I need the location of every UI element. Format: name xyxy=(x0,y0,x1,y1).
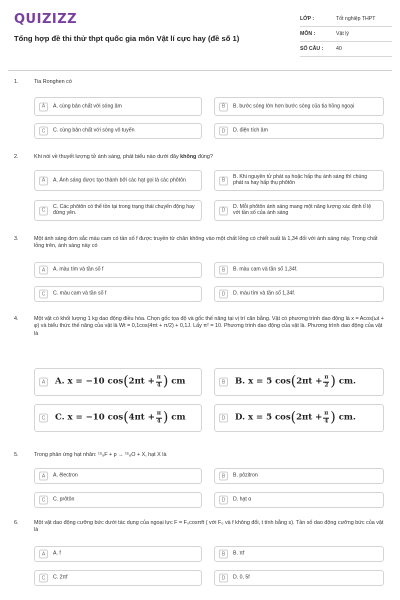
option-c[interactable] xyxy=(34,570,202,586)
option-text: D. màu tím và tần số 1,34f. xyxy=(233,290,296,297)
option-label: B. xyxy=(235,376,246,387)
option-text: B. màu cam và tần số 1,34f. xyxy=(233,266,298,273)
option-letter: B xyxy=(219,266,228,275)
question-text: Một vật có khối lượng 1 kg dao động điều hòa. Chọn gốc tọa độ và gốc thế năng tại vị trí cân bằng. Vật có phương trình dao động là x = Acos(ωt + φ) và biểu thức thế năng của vật là Wt = 0,1cos(4πt + π/2) + 0,1J. Lấy π² = 10. Phương trình dao động của vật là. Phương trình dao động của vật là xyxy=(34,316,384,337)
option-text: D. hạt α xyxy=(233,496,252,503)
fraction-num: π xyxy=(156,374,161,381)
option-text: B. bước sóng lớn hơn bước sóng của tia hồng ngoại xyxy=(233,103,355,110)
worksheet-header xyxy=(0,0,400,60)
option-letter: A xyxy=(39,472,48,481)
formula-pre: x = 5 cos xyxy=(248,376,291,387)
option-letter: D xyxy=(219,127,228,136)
option-d[interactable] xyxy=(214,404,384,432)
formula-pre: x = −10 cos xyxy=(67,376,124,387)
option-letter: C xyxy=(39,574,48,583)
meta-key: SỐ CÂU : xyxy=(300,46,324,52)
question-number: 2. xyxy=(14,154,19,160)
question-text-emphasis: không xyxy=(180,154,197,160)
formula-inner: 2πt + xyxy=(296,412,323,423)
worksheet-meta xyxy=(300,12,392,57)
question-text-post: đúng? xyxy=(196,154,213,160)
header-divider xyxy=(8,70,392,71)
option-letter: D xyxy=(219,574,228,583)
option-letter: B xyxy=(219,472,228,481)
option-text: C. prôtôn xyxy=(53,496,75,503)
option-text: A. êlectron xyxy=(53,472,78,479)
option-formula: A. x = −10 cos ( 2πt + $\frac{\pi}{4}$ ) cm xyxy=(55,374,186,390)
option-letter: A xyxy=(39,378,48,387)
fraction-den: 2 xyxy=(324,382,329,389)
question-text: Một ánh sáng đơn sắc màu cam có tần số f được truyền từ chân không vào một chất lỏng có chiết suất là 1,34 đối với ánh sáng này. Trong chất lỏng trên, ánh sáng này có xyxy=(34,236,378,250)
option-b[interactable] xyxy=(214,262,384,278)
fraction xyxy=(323,411,329,426)
fraction-den: 4 xyxy=(324,418,329,425)
option-letter: A xyxy=(39,176,48,185)
fraction-den: 4 xyxy=(156,382,161,389)
option-letter: D xyxy=(219,496,228,505)
worksheet-title: Tổng hợp đề thi thử thpt quốc gia môn Vật lí cực hay (đề số 1) xyxy=(14,34,240,43)
option-d[interactable] xyxy=(214,570,384,586)
option-d[interactable] xyxy=(214,492,384,508)
option-letter: B xyxy=(219,176,228,185)
option-text: D. điện tích âm xyxy=(233,127,268,134)
meta-row-count xyxy=(300,42,392,57)
meta-row-subject xyxy=(300,27,392,42)
option-b[interactable] xyxy=(214,170,384,191)
option-text: A. màu tím và tần số f xyxy=(53,266,104,273)
option-c[interactable] xyxy=(34,404,202,432)
fraction-num: π xyxy=(324,374,329,381)
fraction xyxy=(156,375,162,390)
option-text: C. màu cam và tần số f xyxy=(53,290,107,297)
option-formula: D. x = 5 cos ( 2πt + $\frac{\pi}{4}$ ) cm. xyxy=(235,410,356,426)
option-formula: B. x = 5 cos ( 2πt + $\frac{\pi}{2}$ ) cm. xyxy=(235,374,356,390)
option-a[interactable] xyxy=(34,546,202,562)
fraction-den: 4 xyxy=(156,418,161,425)
option-formula: C. x = −10 cos ( 4πt + $\frac{\pi}{4}$ ) cm xyxy=(55,410,186,426)
option-text: B. pôzitron xyxy=(233,472,258,479)
option-b[interactable] xyxy=(214,546,384,562)
option-c[interactable] xyxy=(34,123,202,139)
fraction-num: π xyxy=(324,410,329,417)
question-text xyxy=(34,154,384,161)
option-d[interactable] xyxy=(214,286,384,302)
question-number: 4. xyxy=(14,316,19,322)
option-letter: A xyxy=(39,266,48,275)
option-letter: D xyxy=(219,206,228,215)
option-letter: D xyxy=(219,290,228,299)
option-d[interactable] xyxy=(214,123,384,139)
question-number: 1. xyxy=(14,79,19,85)
option-c[interactable] xyxy=(34,200,202,221)
question-text-pre: Khi nói về thuyết lượng tử ánh sáng, phát biểu nào dưới đây xyxy=(34,154,181,160)
option-text: B. πf xyxy=(233,550,245,557)
formula-pre: x = 5 cos xyxy=(248,412,291,423)
question-text: Trong phản ứng hạt nhân: ¹⁹₉F + p → ¹⁶₈O + X, hạt X là xyxy=(34,452,167,458)
option-text: B. Khi nguyên tử phát xạ hoặc hấp thụ ánh sáng thì chúng phát ra hay hấp thụ phôtôn xyxy=(233,173,368,187)
option-letter: C xyxy=(39,414,48,423)
meta-value: Tốt nghiệp THPT xyxy=(336,16,376,22)
formula-unit: cm. xyxy=(338,412,356,423)
option-a[interactable] xyxy=(34,262,202,278)
formula-unit: cm. xyxy=(338,376,356,387)
option-letter: D xyxy=(219,414,228,423)
meta-value: 40 xyxy=(336,46,342,52)
formula-inner: 4πt + xyxy=(128,412,155,423)
option-a[interactable] xyxy=(34,368,202,396)
option-letter: C xyxy=(39,206,48,215)
option-text: C. 2πf xyxy=(53,574,68,581)
formula-pre: x = −10 cos xyxy=(67,412,124,423)
option-letter: C xyxy=(39,127,48,136)
option-text: A. f xyxy=(53,550,61,557)
question-number: 5. xyxy=(14,452,19,458)
option-letter: A xyxy=(39,550,48,559)
option-text: D. Mỗi phôtôn ánh sáng mang một năng lượng xác định tỉ lệ với tần số của ánh sáng xyxy=(233,203,372,217)
option-c[interactable] xyxy=(34,492,202,508)
fraction xyxy=(156,411,162,426)
option-text: C. Các phôtôn có thể tồn tại trong trạng thái chuyển động hay đứng yên. xyxy=(53,203,195,217)
option-label: C. xyxy=(55,412,65,423)
option-text: A. cùng bản chất với sóng âm xyxy=(53,103,122,110)
option-text: C. cùng bản chất với sóng vô tuyến xyxy=(53,127,135,134)
question-text: Tia Ronghen có xyxy=(34,79,72,85)
option-label: D. xyxy=(235,412,246,423)
option-letter: B xyxy=(219,102,228,111)
option-text: D. 0, 5f xyxy=(233,574,250,581)
option-d[interactable] xyxy=(214,200,384,221)
option-letter: B xyxy=(219,550,228,559)
option-text: A. Ánh sáng được tạo thành bởi các hạt gọi là các phôtôn xyxy=(53,177,186,184)
option-a[interactable] xyxy=(34,97,202,116)
fraction-num: π xyxy=(156,410,161,417)
option-a[interactable] xyxy=(34,468,202,484)
quizizz-logo: QUIZIZZ xyxy=(14,12,78,27)
option-b[interactable] xyxy=(214,368,384,396)
option-label: A. xyxy=(55,376,65,387)
formula-inner: 2πt + xyxy=(296,376,323,387)
option-letter: C xyxy=(39,290,48,299)
option-c[interactable] xyxy=(34,286,202,302)
option-letter: A xyxy=(39,102,48,111)
option-b[interactable] xyxy=(214,97,384,116)
fraction xyxy=(323,375,329,390)
formula-unit: cm xyxy=(171,376,186,387)
meta-key: MÔN : xyxy=(300,31,316,37)
meta-value: Vật lý xyxy=(336,31,349,37)
formula-inner: 2πt + xyxy=(128,376,155,387)
meta-key: LỚP : xyxy=(300,16,315,22)
option-letter: C xyxy=(39,496,48,505)
option-b[interactable] xyxy=(214,468,384,484)
question-number: 3. xyxy=(14,236,19,242)
meta-row-class xyxy=(300,12,392,27)
option-letter: B xyxy=(219,378,228,387)
formula-unit: cm xyxy=(171,412,186,423)
option-a[interactable] xyxy=(34,170,202,191)
question-number: 6. xyxy=(14,520,19,526)
question-text: Một vật dao động cưỡng bức dưới tác dụng của ngoại lực F = F₀cosπft ( với F₀ và f không đổi, t tính bằng s). Tần số dao động cưỡng bức của vật là xyxy=(34,520,384,534)
